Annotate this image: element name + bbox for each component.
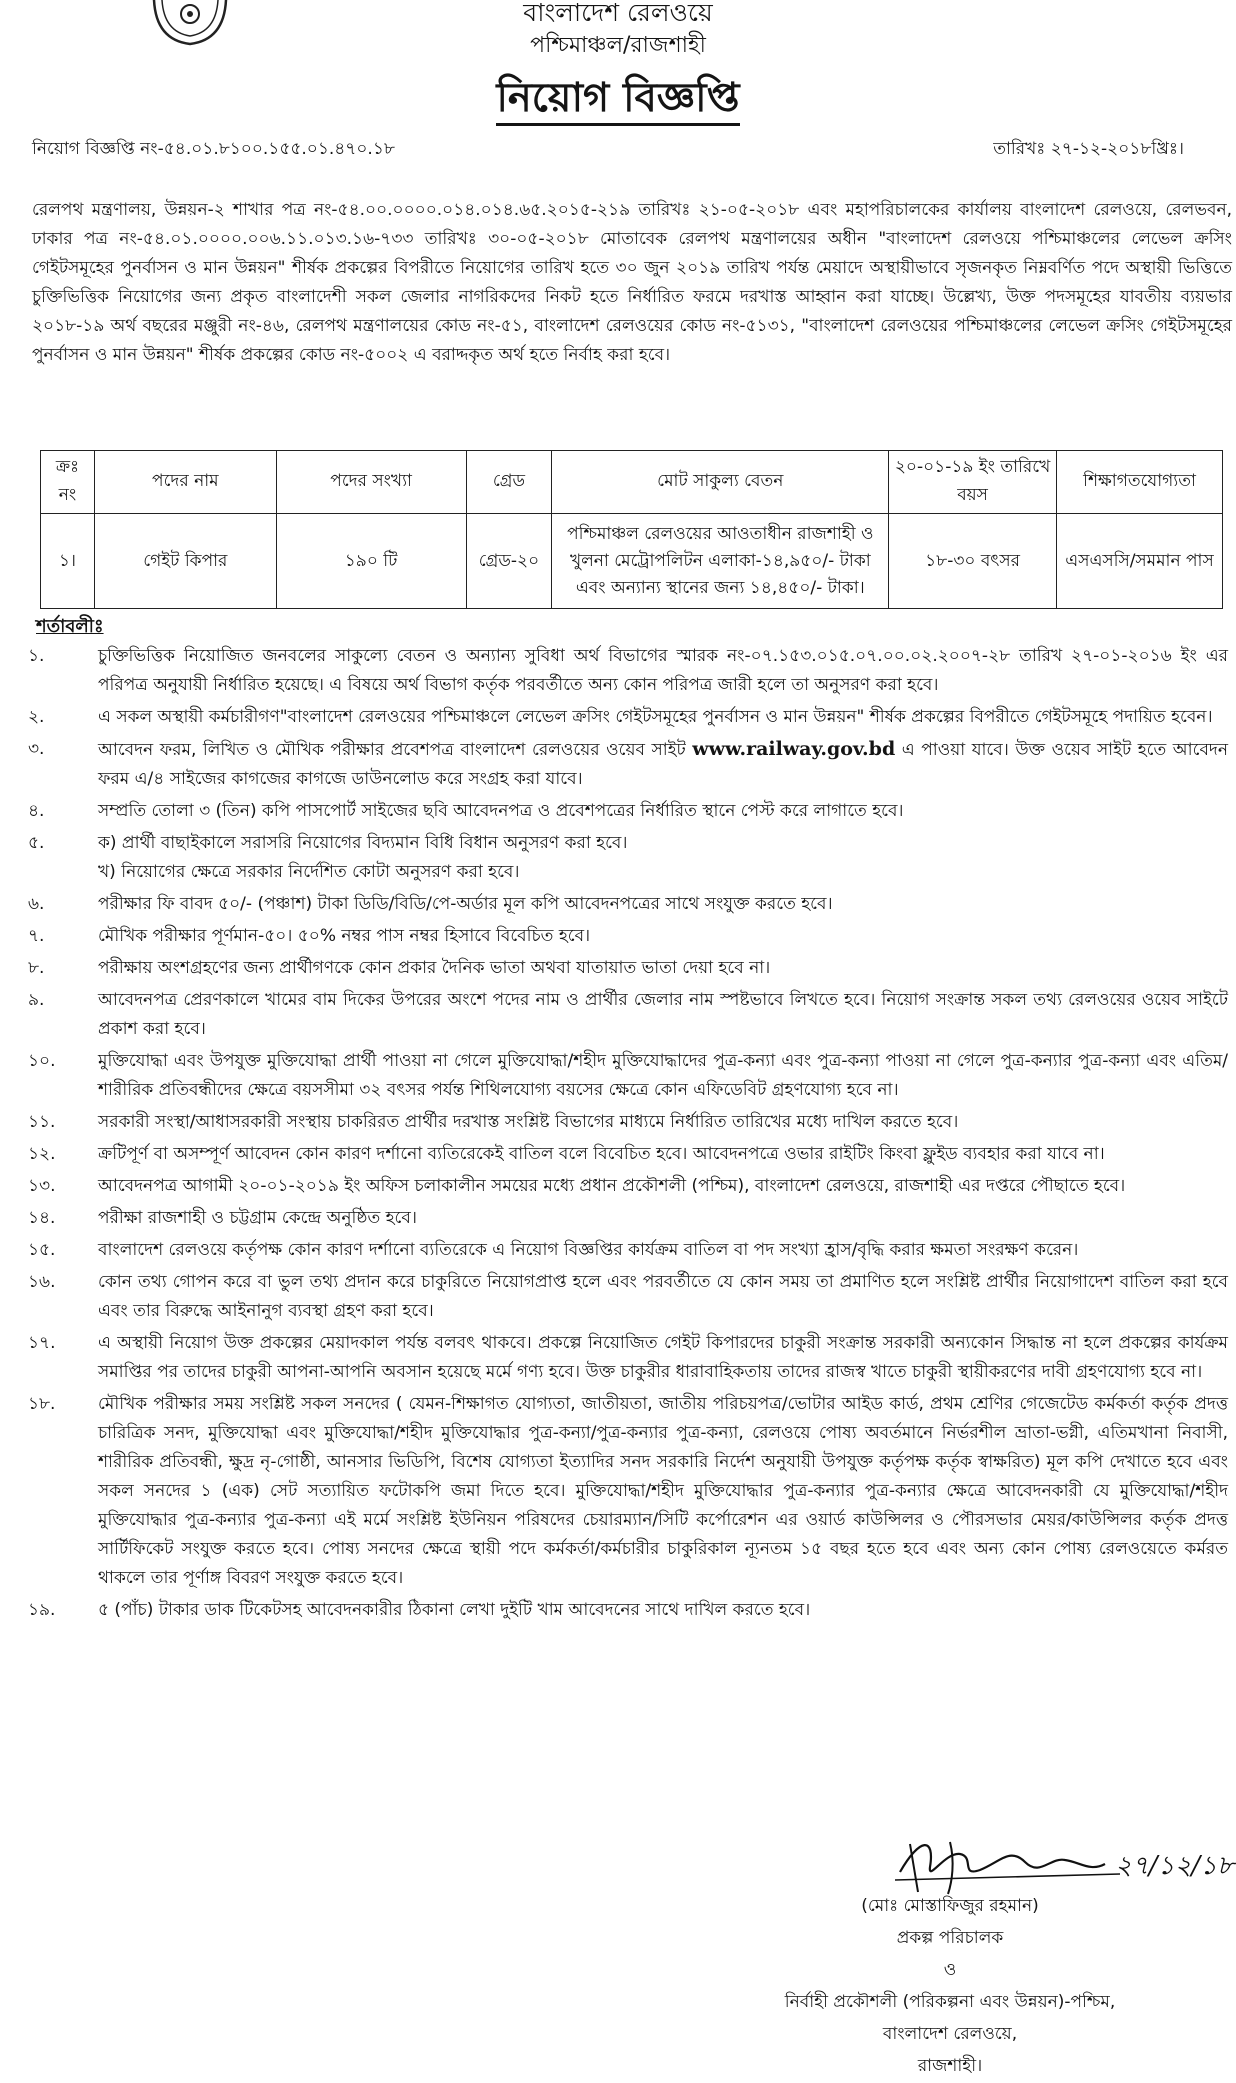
term-number: ১৬. [28, 1272, 56, 1292]
term-number: ১৩. [28, 1176, 56, 1196]
column-header-serial: ক্রঃ নং [41, 451, 95, 514]
term-number: ৩. [28, 739, 45, 759]
term-text [98, 735, 1228, 794]
term-text: বাংলাদেশ রেলওয়ে কর্তৃপক্ষ কোন কারণ দর্শানো ব্যতিরেকে এ নিয়োগ বিজ্ঞপ্তির কার্যক্রম বাতিল বা পদ সংখ্যা হ্রাস/বৃদ্ধি করার ক্ষমতা সংরক্ষণ করেন। [98, 1240, 1079, 1260]
notice-reference-number: নিয়োগ বিজ্ঞপ্তি নং-৫৪.০১.৮১০০.১৫৫.০১.৪৭০.১৮ [32, 139, 395, 159]
term-text: পরীক্ষার ফি বাবদ ৫০/- (পঞ্চাশ) টাকা ডিডি/বিডি/পে-অর্ডার মূল কপি আবেদনপত্রের সাথে সংযুক্ত করতে হবে। [98, 894, 833, 914]
term-text: আবেদনপত্র আগামী ২০-০১-২০১৯ ইং অফিস চলাকালীন সময়ের মধ্যে প্রধান প্রকৌশলী (পশ্চিম), বাংলাদেশ রেলওয়ে, রাজশাহী এর দপ্তরে পৌছাতে হবে। [98, 1176, 1126, 1196]
term-text: এ অস্থায়ী নিয়োগ উক্ত প্রকল্পের মেয়াদকাল পর্যন্ত বলবৎ থাকবে। প্রকল্পে নিয়োজিত গেইট কিপারদের চাকুরী সংক্রান্ত সরকারী অন্যকোন সিদ্ধান্ত না হলে প্রকল্পের কার্যক্রম সমাপ্তির পর তাদের চাকুরী আপনা-আপনি অবসান হয়েছে মর্মে গণ্য হবে। উক্ত চাকুরীর ধারাবাহিকতায় তাদের রাজস্ব খাতে চাকুরী স্থায়ীকরণের দাবী গ্রহণযোগ্য হবে না। [98, 1333, 1228, 1382]
term-text: সরকারী সংস্থা/আধাসরকারী সংস্থায় চাকরিরত প্রার্থীর দরখাস্ত সংশ্লিষ্ট বিভাগের মাধ্যমে নির্ধারিত তারিখের মধ্যে দাখিল করতে হবে। [98, 1112, 959, 1132]
term-number: ৯. [28, 990, 45, 1010]
signatory-conjunction: ও [943, 1960, 957, 1980]
term-text: মৌখিক পরীক্ষার সময় সংশ্লিষ্ট সকল সনদের ( যেমন-শিক্ষাগত যোগ্যতা, জাতীয়তা, জাতীয় পরিচয়পত্র/ভোটার আইড কার্ড, প্রথম শ্রেণির গেজেটেড কর্মকর্তা কর্তৃক প্রদত্ত চারিত্রিক সনদ, মুক্তিযোদ্ধা এবং মুক্তিযোদ্ধা/শহীদ মুক্তিযোদ্ধার পুত্র-কন্যা/পুত্র-কন্যার পুত্র-কন্যা, রেলওয়ে পোষ্য অবর্তমানে নির্ভরশীল ভ্রাতা-ভগ্নী, এতিমখানা নিবাসী, শারীরিক প্রতিবন্ধী, ক্ষুদ্র নৃ-গোষ্ঠী, আনসার ভিডিপি, বিশেষ যোগ্যতা ইত্যাদির সনদ সরকারি নির্দেশ অনুযায়ী উপযুক্ত কর্তৃপক্ষ কর্তৃক স্বাক্ষরিত) মূল কপি দেখাতে হবে এবং সকল সনদের ১ (এক) সেট সত্যায়িত ফটোকপি জমা দিতে হবে। মুক্তিযোদ্ধা/শহীদ মুক্তিযোদ্ধার পুত্র-কন্যার পুত্র-কন্যার ক্ষেত্রে আবেদনকারী যে মুক্তিযোদ্ধা/শহীদ মুক্তিযোদ্ধার পুত্র-কন্যার পুত্র-কন্যা এই মর্মে সংশ্লিষ্ট ইউনিয়ন পরিষদের চেয়ারম্যান/সিটি কর্পোরেশন এর ওয়ার্ড কাউন্সিলর ও পৌরসভার মেয়র/কাউন্সিলর কর্তৃক প্রদত্ত সার্টিফিকেট সংযুক্ত করতে হবে। পোষ্য সনদের ক্ষেত্রে স্থায়ী পদে কর্মকর্তা/কর্মচারীর চাকুরিকাল ন্যূনতম ১৫ বছর হতে হবে এবং অন্য কোন পোষ্য রেলওয়েতে কর্মরত থাকলে তার পূর্ণাঙ্গ বিবরণ সংযুক্ত করতে হবে। [98, 1394, 1228, 1588]
term-text: ক্রটিপূর্ণ বা অসম্পূর্ণ আবেদন কোন কারণ দর্শানো ব্যতিরেকেই বাতিল বলে বিবেচিত হবে। আবেদনপত্রে ওভার রাইটিং কিংবা ফ্লুইড ব্যবহার করা যাবে না। [98, 1144, 1105, 1164]
cell-grade: গ্রেড-২০ [466, 514, 552, 609]
column-header-salary: মোট সাকুল্য বেতন [552, 451, 889, 514]
term-number: ১১. [28, 1112, 56, 1132]
intro-paragraph: রেলপথ মন্ত্রণালয়, উন্নয়ন-২ শাখার পত্র নং-৫৪.০০.০০০০.০১৪.০১৪.৬৫.২০১৫-২১৯ তারিখঃ ২১-০৫-২০১৮ এবং মহাপরিচালকের কার্যালয় বাংলাদেশ রেলওয়ে, রেলভবন, ঢাকার পত্র নং-৫৪.০১.০০০০.০০৬.১১.০১৩.১৬-৭৩৩ তারিখঃ ৩০-০৫-২০১৮ মোতাবেক রেলপথ মন্ত্রণালয়ের অধীন "বাংলাদেশ রেলওয়ে পশ্চিমাঞ্চলের লেভেল ক্রসিং গেইটসমূহের পুনর্বাসন ও মান উন্নয়ন" শীর্ষক প্রকল্পের বিপরীতে নিয়োগের তারিখ হতে ৩০ জুন ২০১৯ তারিখ পর্যন্ত মেয়াদে অস্থায়ীভাবে সৃজনকৃত নিম্নবর্ণিত পদে অস্থায়ী ভিত্তিতে চুক্তিভিত্তিক নিয়োগের জন্য প্রকৃত বাংলাদেশী সকল জেলার নাগরিকদের নিকট হতে নির্ধারিত ফরমে দরখাস্ত আহ্বান করা যাচ্ছে। উল্লেখ্য, উক্ত পদসমূহের যাবতীয় ব্যয়ভার ২০১৮-১৯ অর্থ বছরের মঞ্জুরী নং-৪৬, রেলপথ মন্ত্রণালয়ের কোড নং-৫১, বাংলাদেশ রেলওয়ের কোড নং-৫১৩১, "বাংলাদেশ রেলওয়ের পশ্চিমাঞ্চলের লেভেল ক্রসিং গেইটসমূহের পুনর্বাসন ও মান উন্নয়ন" শীর্ষক প্রকল্পের কোড নং-৫০০২ এ বরাদ্দকৃত অর্থ হতে নির্বাহ করা হবে। [32, 200, 1232, 365]
list-item [28, 1236, 1228, 1265]
notice-title-text: নিয়োগ বিজ্ঞপ্তি [496, 75, 739, 126]
term-subitem-a: ক) প্রার্থী বাছাইকালে সরাসরি নিয়োগের বিদ্যমান বিধি বিধান অনুসরণ করা হবে। [98, 833, 628, 853]
list-item [28, 1268, 1228, 1326]
list-item [28, 642, 1228, 700]
term-subitem-b: খ) নিয়োগের ক্ষেত্রে সরকার নির্দেশিত কোটা অনুসরণ করা হবে। [98, 862, 520, 882]
column-header-grade: গ্রেড [466, 451, 552, 514]
term-number: ১২. [28, 1144, 56, 1164]
organization-name: বাংলাদেশ রেলওয়ে [523, 0, 713, 27]
term-text: মুক্তিযোদ্ধা এবং উপযুক্ত মুক্তিযোদ্ধা প্রার্থী পাওয়া না গেলে মুক্তিযোদ্ধা/শহীদ মুক্তিযোদ্ধাদের পুত্র-কন্যা এবং পুত্র-কন্যা পাওয়া না গেলে পুত্র-কন্যার পুত্র-কন্যা এবং এতিম/শারীরিক প্রতিবন্ধীদের ক্ষেত্রে বয়সসীমা ৩২ বৎসর পর্যন্ত শিথিলযোগ্য বয়সের ক্ষেত্রে কোন এফিডেবিট গ্রহণযোগ্য হবে না। [98, 1051, 1228, 1100]
term-number: ১৫. [28, 1240, 56, 1260]
term-text: পরীক্ষা রাজশাহী ও চট্টগ্রাম কেন্দ্রে অনুষ্ঠিত হবে। [98, 1208, 417, 1228]
term-number: ১০. [28, 1051, 56, 1071]
term-number: ৫. [28, 833, 45, 853]
table-header-row [41, 451, 1223, 514]
column-header-age: ২০-০১-১৯ ইং তারিখে বয়স [889, 451, 1057, 514]
cell-age: ১৮-৩০ বৎসর [889, 514, 1057, 609]
term-number: ৬. [28, 894, 45, 914]
list-item [28, 1047, 1228, 1105]
list-item [28, 986, 1228, 1044]
term-text-before-url: আবেদন ফরম, লিখিত ও মৌখিক পরীক্ষার প্রবেশপত্র বাংলাদেশ রেলওয়ের ওয়েব সাইট [98, 740, 693, 760]
list-item [28, 1172, 1228, 1201]
term-number: ১৯. [28, 1600, 56, 1620]
term-number: ৪. [28, 801, 45, 821]
table-row [41, 514, 1223, 609]
terms-heading: শর্তাবলীঃ [36, 616, 104, 637]
signatory-name: (মোঃ মোস্তাফিজুর রহমান) [861, 1896, 1039, 1916]
list-item [28, 797, 1228, 826]
list-item [28, 922, 1228, 951]
column-header-post-name: পদের নাম [94, 451, 276, 514]
cell-serial: ১। [41, 514, 95, 609]
term-number: ১৭. [28, 1333, 56, 1353]
list-item [28, 1108, 1228, 1137]
term-number: ১৪. [28, 1208, 56, 1228]
vacancy-table [40, 450, 1223, 609]
term-text: আবেদনপত্র প্রেরণকালে খামের বাম দিকের উপরের অংশে পদের নাম ও প্রার্থীর জেলার নাম স্পষ্টভাবে লিখতে হবে। নিয়োগ সংক্রান্ত সকল তথ্য রেলওয়ের ওয়েব সাইটে প্রকাশ করা হবে। [98, 990, 1228, 1039]
list-item [28, 1140, 1228, 1169]
term-text: কোন তথ্য গোপন করে বা ভুল তথ্য প্রদান করে চাকুরিতে নিয়োগপ্রাপ্ত হলে এবং পরবর্তীতে যে কোন সময় তা প্রমাণিত হলে সংশ্লিষ্ট প্রার্থীর নিয়োগাদেশ বাতিল করা হবে এবং তার বিরুদ্ধে আইনানুগ ব্যবস্থা গ্রহণ করা হবে। [98, 1272, 1228, 1321]
term-text: পরীক্ষায় অংশগ্রহণের জন্য প্রার্থীগণকে কোন প্রকার দৈনিক ভাতা অথবা যাতায়াত ভাতা দেয়া হবে না। [98, 958, 771, 978]
list-item [28, 1329, 1228, 1387]
notice-date: তারিখঃ ২৭-১২-২০১৮খ্রিঃ। [993, 139, 1184, 159]
railway-website-link[interactable]: www.railway.gov.bd [692, 738, 896, 760]
cell-post-name: গেইট কিপার [94, 514, 276, 609]
term-text [98, 829, 1228, 887]
cell-salary: পশ্চিমাঞ্চল রেলওয়ের আওতাধীন রাজশাহী ও খুলনা মেট্রোপলিটন এলাকা-১৪,৯৫০/- টাকা এবং অন্যান্য স্থানের জন্য ১৪,৪৫০/- টাকা। [552, 514, 889, 609]
list-item [28, 829, 1228, 887]
list-item [28, 1390, 1228, 1593]
term-number: ১৮. [28, 1394, 56, 1414]
term-text-after-url: এ পাওয়া যাবে। উক্ত ওয়েব সাইট হতে আবেদন ফরম এ/৪ সাইজের কাগজের কাগজে ডাউনলোড করে সংগ্রহ করা যাবে। [98, 740, 1228, 789]
term-text: মৌখিক পরীক্ষার পূর্ণমান-৫০। ৫০% নম্বর পাস নম্বর হিসাবে বিবেচিত হবে। [98, 926, 591, 946]
term-number: ২. [28, 707, 45, 727]
signed-date: ২৭/১২/১৮ [1115, 1851, 1234, 1881]
signature-block [700, 1890, 1200, 2082]
signatory-city: রাজশাহী। [917, 2056, 983, 2076]
cell-education: এসএসসি/সমমান পাস [1057, 514, 1223, 609]
term-text: চুক্তিভিত্তিক নিয়োজিত জনবলের সাকুল্যে বেতন ও অন্যান্য সুবিধা অর্থ বিভাগের স্মারক নং-০৭.১৫৩.০১৫.০৭.০০.০২.২০০৭-২৮ তারিখ ২৭-০১-২০১৬ ইং এর পরিপত্র অনুযায়ী নির্ধারিত হয়েছে। এ বিষয়ে অর্থ বিভাগ কর্তৃক পরবর্তীতে অন্য কোন পরিপত্র জারী হলে তা অনুসরণ করা হবে। [98, 646, 1228, 695]
signatory-organization: বাংলাদেশ রেলওয়ে, [882, 2024, 1018, 2044]
term-number: ৭. [28, 926, 45, 946]
terms-list [28, 642, 1228, 1628]
zone-name: পশ্চিমাঞ্চল/রাজশাহী [530, 33, 706, 58]
signatory-designation-2: নির্বাহী প্রকৌশলী (পরিকল্পনা এবং উন্নয়ন)-পশ্চিম, [784, 1992, 1116, 2012]
column-header-education: শিক্ষাগতযোগ্যতা [1057, 451, 1223, 514]
list-item [28, 1596, 1228, 1625]
term-number: ৮. [28, 958, 45, 978]
list-item [28, 890, 1228, 919]
term-number: ১. [28, 646, 45, 666]
term-text: ৫ (পাঁচ) টাকার ডাক টিকেটসহ আবেদনকারীর ঠিকানা লেখা দুইটি খাম আবেদনের সাথে দাখিল করতে হবে। [98, 1600, 811, 1620]
column-header-post-count: পদের সংখ্যা [276, 451, 466, 514]
list-item [28, 954, 1228, 983]
term-text: সম্প্রতি তোলা ৩ (তিন) কপি পাসপোর্ট সাইজের ছবি আবেদনপত্র ও প্রবেশপত্রের নির্ধারিত স্থানে পেস্ট করে লাগাতে হবে। [98, 801, 904, 821]
signatory-designation: প্রকল্প পরিচালক [896, 1928, 1004, 1948]
list-item [28, 1204, 1228, 1233]
list-item [28, 735, 1228, 794]
cell-post-count: ১৯০ টি [276, 514, 466, 609]
list-item [28, 703, 1228, 732]
term-text: এ সকল অস্থায়ী কর্মচারীগণ"বাংলাদেশ রেলওয়ের পশ্চিমাঞ্চলে লেভেল ক্রসিং গেইটসমূহের পুনর্বাসন ও মান উন্নয়ন" শীর্ষক প্রকল্পের বিপরীতে গেইটসমূহে পদায়িত হবেন। [98, 707, 1213, 727]
notice-title [0, 66, 1236, 133]
